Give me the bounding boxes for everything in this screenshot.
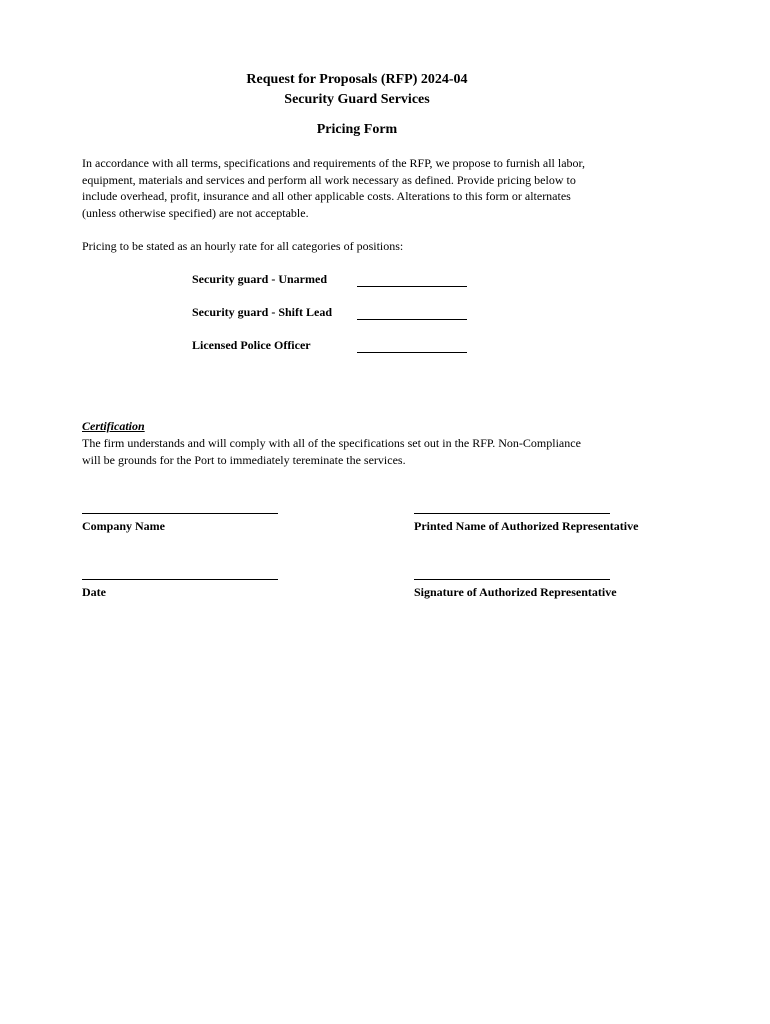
date-field[interactable] bbox=[82, 579, 278, 580]
certification-line: The firm understands and will comply with all of the specifications set out in the RFP. Non-Compliance bbox=[82, 436, 581, 450]
pricing-instruction: Pricing to be stated as an hourly rate for all categories of positions: bbox=[82, 239, 404, 253]
company-name-field[interactable] bbox=[82, 513, 278, 514]
signature-label: Signature of Authorized Representative bbox=[414, 585, 617, 599]
date-label: Date bbox=[82, 585, 106, 599]
printed-name-field[interactable] bbox=[414, 513, 610, 514]
intro-line: (unless otherwise specified) are not acceptable. bbox=[82, 205, 309, 220]
document-title: Request for Proposals (RFP) 2024-04 bbox=[246, 72, 468, 87]
company-name-label: Company Name bbox=[82, 519, 165, 533]
intro-line: equipment, materials and services and perform all work necessary as defined. Provide pricing below to bbox=[82, 172, 576, 187]
rate-field-shift-lead[interactable] bbox=[357, 319, 467, 320]
form-name: Pricing Form bbox=[316, 122, 398, 137]
intro-paragraph bbox=[82, 155, 642, 221]
position-label: Licensed Police Officer bbox=[192, 338, 311, 352]
printed-name-label: Printed Name of Authorized Representative bbox=[414, 519, 639, 533]
document-subtitle: Security Guard Services bbox=[284, 92, 430, 107]
rate-field-police-officer[interactable] bbox=[357, 352, 467, 353]
position-row-police-officer bbox=[192, 337, 492, 355]
position-row-unarmed bbox=[192, 271, 492, 289]
intro-line: include overhead, profit, insurance and all other applicable costs. Alterations to this form or alternates bbox=[82, 189, 571, 203]
intro-line: In accordance with all terms, specifications and requirements of the RFP, we propose to furnish all labor, bbox=[82, 156, 586, 170]
signature-field[interactable] bbox=[414, 579, 610, 580]
rate-field-unarmed[interactable] bbox=[357, 286, 467, 287]
certification-heading: Certification bbox=[82, 419, 145, 433]
certification-line: will be grounds for the Port to immediately tereminate the services. bbox=[82, 452, 406, 467]
position-label: Security guard - Unarmed bbox=[192, 272, 327, 286]
certification-paragraph bbox=[82, 435, 642, 468]
position-row-shift-lead bbox=[192, 304, 492, 322]
position-label: Security guard - Shift Lead bbox=[192, 305, 333, 319]
